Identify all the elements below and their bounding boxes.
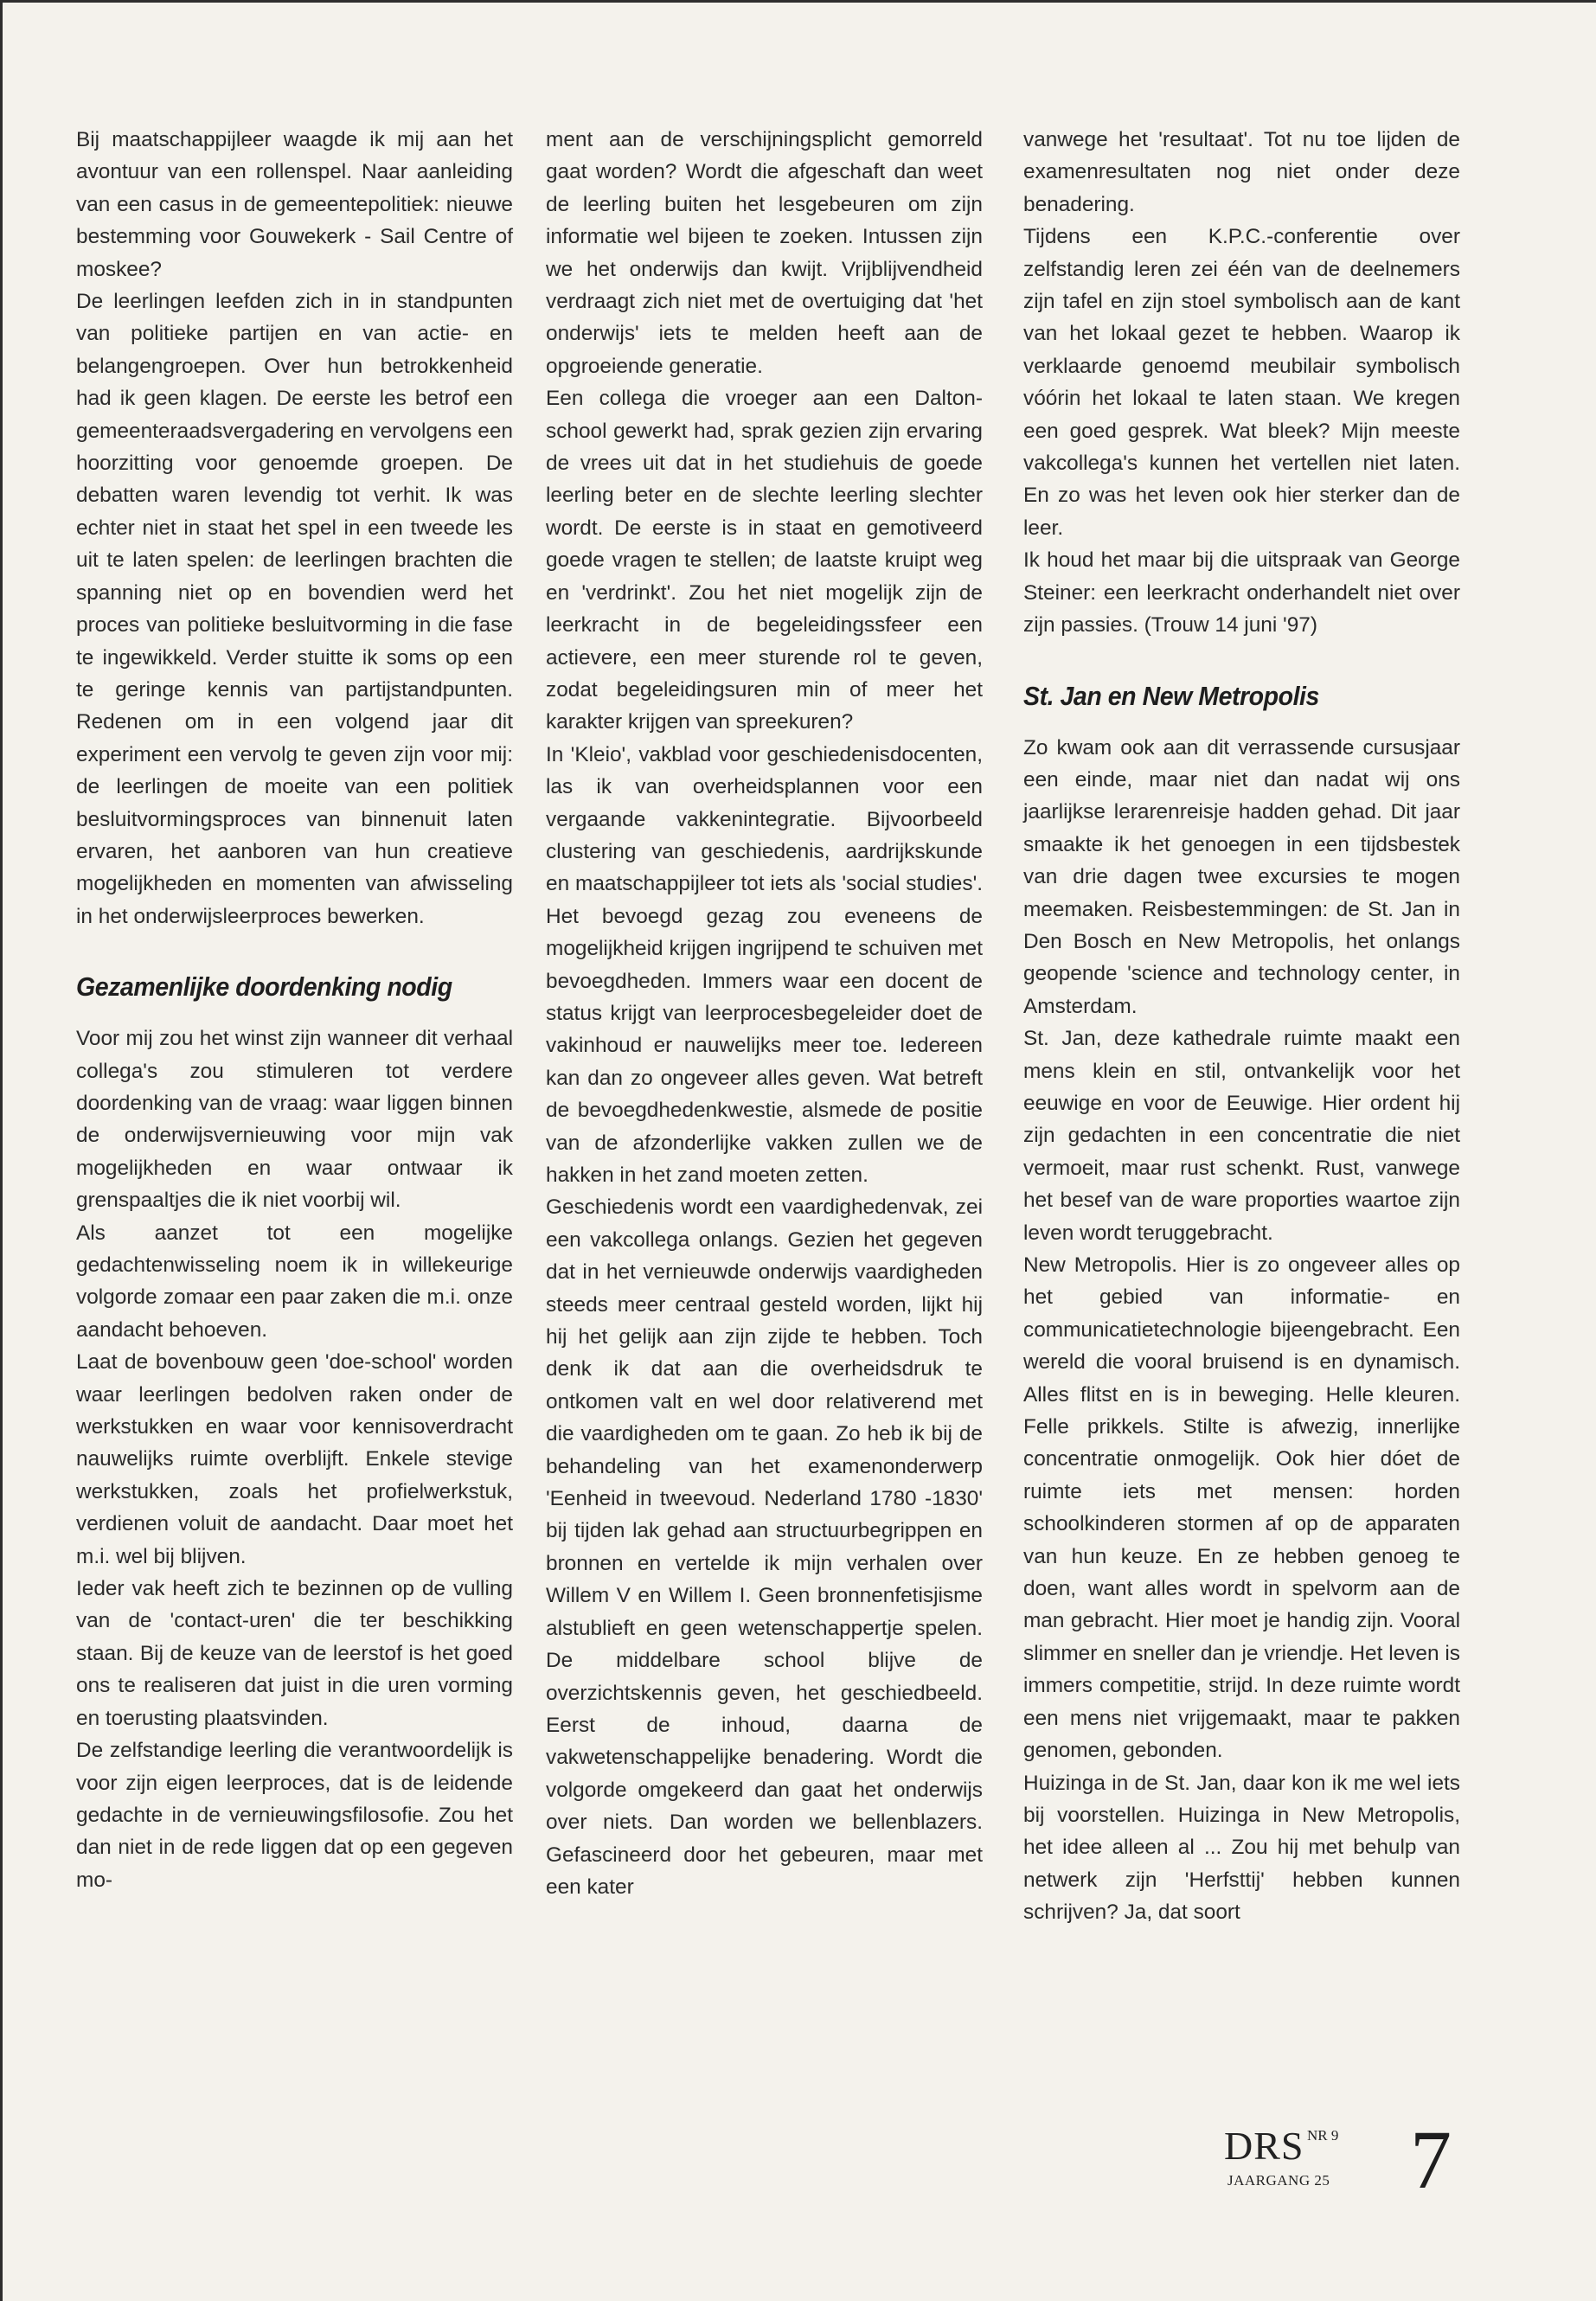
magazine-title: DRS xyxy=(1224,2124,1304,2168)
paragraph: ment aan de verschijningsplicht gemorreld gaat worden? Wordt die afgeschaft dan weet de leerling buiten het lesgebeuren om zijn informatie wel bijeen te zoeken. Intussen zijn we het onderwijs dan kwijt. Vrijblijvendheid verdraagt zich niet met de overtuiging dat 'het onderwijs' iets te melden heeft aan de opgroeiende generatie. xyxy=(546,128,983,378)
paragraph: Voor mij zou het winst zijn wanneer dit verhaal collega's zou stimuleren tot verdere doordenking van de vraag: waar liggen binnen de onderwijsvernieuwing voor mijn vak mogelijkheden en waar ontwaar ik grenspaaltjes die ik niet voorbij wil. xyxy=(76,1027,513,1213)
section-heading: Gezamenlijke doordenking nodig xyxy=(76,971,452,1003)
section-heading: St. Jan en New Metropolis xyxy=(1023,680,1319,711)
text-column-1 xyxy=(76,124,513,1896)
paragraph: vanwege het 'resultaat'. Tot nu toe lijden de examenresultaten nog niet onder deze benadering. xyxy=(1023,128,1460,216)
paragraph: Tijdens een K.P.C.-conferentie over zelfstandig leren zei één van de deelnemers zijn tafel en zijn stoel symbolisch aan de kant van het lokaal gezet te hebben. Waarop ik verklaarde genoemd meubilair symbolisch vóórin het lokaal te laten staan. We kregen een goed gesprek. Wat bleek? Mijn meeste vakcollega's kunnen het vertellen niet laten. En zo was het leven ook hier sterker dan de leer. xyxy=(1023,225,1460,540)
page-number: 7 xyxy=(1410,2113,1452,2206)
paragraph: Zo kwam ook aan dit verrassende cursusjaar een einde, maar niet dan nadat wij ons jaarlijkse lerarenreisje hadden gehad. Dit jaar smaakte ik het genoegen in een tijdsbestek van drie dagen twee excursies te mogen meemaken. Reisbestemmingen: de St. Jan in Den Bosch en New Metropolis, het onlangs geopende 'science and technology center, in Amsterdam. xyxy=(1023,735,1460,1018)
page-footer xyxy=(1224,2113,1509,2214)
issue-number: NR 9 xyxy=(1307,2127,1339,2144)
paragraph: St. Jan, deze kathedrale ruimte maakt een mens klein en stil, ontvankelijk voor het eeuwige en voor de Eeuwige. Hier ordent hij zijn gedachten in een concentratie die niet vermoeit, maar rust schenkt. Rust, vanwege het besef van de ware proporties waartoe zijn leven wordt teruggebracht. xyxy=(1023,1027,1460,1245)
paragraph: Een collega die vroeger aan een Dalton-school gewerkt had, sprak gezien zijn ervaring de vrees uit dat in het studiehuis de goede leerling beter en de slechte leerling slechter wordt. De eerste is in staat en gemotiveerd goede vragen te stellen; de laatste kruipt weg en 'verdrinkt'. Zou het niet mogelijk zijn de leerkracht in de begeleidingssfeer een actievere, een meer sturende rol te geven, zodat begeleidingsuren min of meer het karakter krijgen van spreekuren? xyxy=(546,387,983,734)
paragraph: Laat de bovenbouw geen 'doe-school' worden waar leerlingen bedolven raken onder de werkstukken en waar voor kennisoverdracht nauwelijks ruimte overblijft. Enkele stevige werkstukken, zoals het profielwerkstuk, verdienen voluit de aandacht. Daar moet het m.i. wel bij blijven. xyxy=(76,1350,513,1568)
paragraph: De leerlingen leefden zich in in standpunten van politieke partijen en van actie- en belangengroepen. Over hun betrokkenheid had ik geen klagen. De eerste les betrof een gemeenteraadsvergadering en vervolgens een hoorzitting voor genoemde groepen. De debatten waren levendig tot verhit. Ik was echter niet in staat het spel in een tweede les uit te laten spelen: de leerlingen brachten die spanning niet op en bovendien werd het proces van politieke besluitvorming in die fase te ingewikkeld. Verder stuitte ik soms op een te geringe kennis van partijstandpunten. Redenen om in een volgend jaar dit experiment een vervolg te geven zijn voor mij: de leerlingen de moeite van een politiek besluitvormingsproces van binnenuit laten ervaren, het aanboren van hun creatieve mogelijkheden en momenten van afwisseling in het onderwijsleerproces bewerken. xyxy=(76,290,513,928)
paragraph: Huizinga in de St. Jan, daar kon ik me wel iets bij voorstellen. Huizinga in New Metropolis, het idee alleen al ... Zou hij met behulp van netwerk zijn 'Herfsttij' hebben kunnen schrijven? Ja, dat soort xyxy=(1023,1771,1460,1925)
text-column-3 xyxy=(1023,124,1460,1929)
paragraph: In 'Kleio', vakblad voor geschiedenisdocenten, las ik van overheidsplannen voor een vergaande vakkenintegratie. Bijvoorbeeld clustering van geschiedenis, aardrijkskunde en maatschappijleer tot iets als 'social studies'. Het bevoegd gezag zou eveneens de mogelijkheid krijgen ingrijpend te schuiven met bevoegdheden. Immers waar een docent de status krijgt van leerprocesbegeleider doet de vakinhoud er nauwelijks meer toe. Iedereen kan dan zo ongeveer alles geven. Wat betreft de bevoegdhedenkwestie, alsmede de positie van de afzonderlijke vakken zullen we de hakken in het zand moeten zetten. xyxy=(546,742,983,1187)
paragraph: Als aanzet tot een mogelijke gedachtenwisseling noem ik in willekeurige volgorde zomaar een paar zaken die m.i. onze aandacht behoeven. xyxy=(76,1221,513,1342)
paragraph: Ieder vak heeft zich te bezinnen op de vulling van de 'contact-uren' die ter beschikking staan. Bij de keuze van de leerstof is het goed ons te realiseren dat juist in die uren vorming en toerusting plaatsvinden. xyxy=(76,1577,513,1730)
paragraph: New Metropolis. Hier is zo ongeveer alles op het gebied van informatie- en communicatietechnologie bijeengebracht. Een wereld die vooral bruisend is en dynamisch. Alles flitst en is in beweging. Helle kleuren. Felle prikkels. Stilte is afwezig, innerlijke concentratie onmogelijk. Ook hier dóet de ruimte iets met mensen: horden schoolkinderen stormen af op de apparaten van hun keuze. En ze hebben genoeg te doen, want alles wordt in spelvorm aan de man gebracht. Hier moet je handig zijn. Vooral slimmer en sneller dan je vriendje. Het leven is immers competitie, strijd. In deze ruimte wordt een mens niet vrijgemaakt, maar te pakken genomen, gebonden. xyxy=(1023,1253,1460,1763)
volume-label: JAARGANG 25 xyxy=(1227,2172,1330,2189)
paragraph: Ik houd het maar bij die uitspraak van George Steiner: een leerkracht onderhandelt niet over zijn passies. (Trouw 14 juni '97) xyxy=(1023,548,1460,638)
text-column-2 xyxy=(546,124,983,1903)
paragraph: De zelfstandige leerling die verantwoordelijk is voor zijn eigen leerproces, dat is de leidende gedachte in de vernieuwingsfilosofie. Zou het dan niet in de rede liggen dat op een gegeven mo- xyxy=(76,1739,513,1892)
paragraph: Geschiedenis wordt een vaardighedenvak, zei een vakcollega onlangs. Gezien het gegeven dat in het vernieuwde onderwijs vaardigheden steeds meer centraal gesteld worden, lijkt hij hij het gelijk aan zijn zijde te hebben. Toch denk ik dat aan die overheidsdruk te ontkomen valt en wel door relativerend met die vaardigheden om te gaan. Zo heb ik bij de behandeling van het examenonderwerp 'Eenheid in tweevoud. Nederland 1780 -1830' bij tijden lak gehad aan structuurbegrippen en bronnen en vertelde ik mijn verhalen over Willem V en Willem I. Geen bronnenfetisjisme alstublieft en geen wetenschappertje spelen. De middelbare school blijve de overzichtskennis geven, het geschiedbeeld. Eerst de inhoud, daarna de vakwetenschappelijke benadering. Wordt die volgorde omgekeerd dan gaat het onderwijs over niets. Dan worden we bellenblazers. Gefascineerd door het gebeuren, maar met een kater xyxy=(546,1195,983,1899)
paragraph: Bij maatschappijleer waagde ik mij aan het avontuur van een rollenspel. Naar aanleiding van een casus in de gemeentepolitiek: nieuwe bestemming voor Gouwekerk - Sail Centre of moskee? xyxy=(76,128,513,281)
